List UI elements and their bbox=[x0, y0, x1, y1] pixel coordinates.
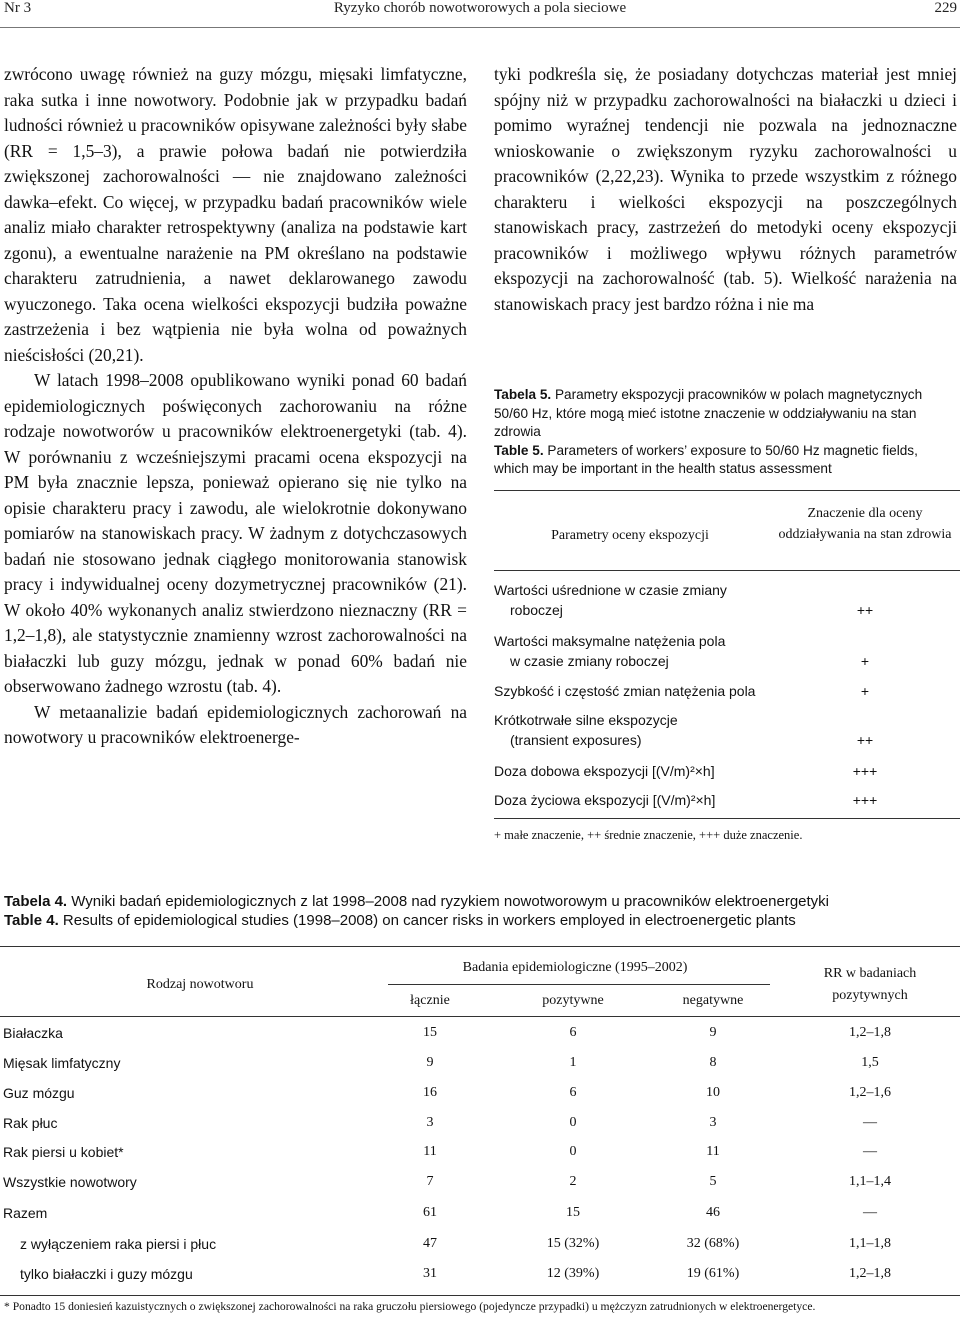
table4-col-group: Badania epidemiologiczne (1995–2002) bbox=[462, 960, 688, 975]
table5-param: Doza dobowa ekspozycji [(V/m)²×h] bbox=[494, 763, 715, 779]
table5-caption-en-label: Table 5. bbox=[494, 442, 544, 458]
table5-param: Wartości uśrednione w czasie zmiany bbox=[494, 582, 727, 598]
running-header bbox=[0, 0, 960, 22]
table4-cell-type: Rak piersi u kobiet* bbox=[3, 1144, 124, 1160]
table4-header-rule bbox=[0, 1016, 960, 1017]
table4-col-total: łącznie bbox=[410, 993, 450, 1008]
table4-caption-pl-text: Wyniki badań epidemiologicznych z lat 1998–2008 nad ryzykiem nowotworowym u pracowników elektroenergetyki bbox=[71, 893, 830, 910]
table5-param-continued: (transient exposures) bbox=[510, 732, 642, 748]
table4-cell-negative: 11 bbox=[706, 1144, 720, 1159]
table4-caption-en bbox=[4, 911, 956, 930]
table5-caption-pl-text: Parametry ekspozycji pracowników w polach magnetycznych 50/60 Hz, które mogą mieć istotne znaczenie w oddziaływaniu na stan zdrowia bbox=[494, 387, 923, 440]
table5-param: Krótkotrwałe silne ekspozycje bbox=[494, 712, 678, 728]
table4-cell-negative: 32 (68%) bbox=[686, 1236, 740, 1251]
table5-col-param: Parametry oceny ekspozycji bbox=[551, 528, 709, 543]
table4-cell-type: tylko białaczki i guzy mózgu bbox=[20, 1266, 193, 1282]
table4-caption bbox=[4, 892, 956, 930]
table5-significance: ++ bbox=[856, 732, 874, 748]
table4-cell-total: 16 bbox=[423, 1085, 437, 1100]
table4-cell-rr: 1,2–1,8 bbox=[849, 1266, 891, 1281]
table4-cell-total: 15 bbox=[423, 1025, 437, 1040]
table5-param-continued: roboczej bbox=[510, 602, 563, 618]
table5-caption-pl bbox=[494, 386, 956, 442]
table4-cell-type: Białaczka bbox=[3, 1025, 63, 1041]
table4-cell-type: z wyłączeniem raka piersi i płuc bbox=[20, 1236, 217, 1252]
body-column-right bbox=[494, 62, 957, 317]
table4-footnote: * Ponadto 15 doniesień kazuistycznych o zwiększonej zachorowalności na raka gruczołu piersiowego (pojedyncze przypadki) u mężczyzn zatrudnionych w elektroenergetyce. bbox=[4, 1300, 816, 1313]
table5-significance: + bbox=[860, 653, 870, 669]
table5-caption-en bbox=[494, 442, 956, 479]
table5-significance: +++ bbox=[852, 792, 878, 808]
table5-col-significance: Znaczenie dla oceny oddziaływania na stan zdrowia bbox=[778, 506, 952, 542]
page-number: 229 bbox=[934, 0, 957, 16]
table4-cell-positive: 2 bbox=[569, 1174, 577, 1189]
table4-cell-rr: 1,5 bbox=[861, 1055, 879, 1070]
table4-cell-positive: 0 bbox=[569, 1144, 577, 1159]
table4-cell-total: 11 bbox=[423, 1144, 437, 1159]
table5-significance: +++ bbox=[852, 763, 878, 779]
table4-group-rule bbox=[388, 984, 770, 985]
table5-param: Szybkość i częstość zmian natężenia pola bbox=[494, 683, 756, 699]
table4-cell-negative: 10 bbox=[706, 1085, 720, 1100]
table5-caption-pl-label: Tabela 5. bbox=[494, 387, 552, 402]
table4-cell-positive: 6 bbox=[569, 1025, 577, 1040]
table4-cell-positive: 12 (39%) bbox=[546, 1266, 600, 1281]
table5-param: Doza życiowa ekspozycji [(V/m)²×h] bbox=[494, 792, 716, 808]
table4-cell-type: Wszystkie nowotwory bbox=[3, 1174, 137, 1190]
table4-cell-positive: 15 bbox=[566, 1205, 580, 1220]
table4-col-type: Rodzaj nowotworu bbox=[146, 977, 254, 992]
table4-cell-type: Rak płuc bbox=[3, 1115, 58, 1131]
table4-cell-rr: — bbox=[863, 1144, 877, 1159]
table5-caption bbox=[494, 386, 956, 479]
table4-col-positive: pozytywne bbox=[542, 993, 604, 1008]
table4-cell-negative: 46 bbox=[706, 1205, 720, 1220]
table5-param-continued: w czasie zmiany roboczej bbox=[510, 653, 669, 669]
table4-cell-positive: 15 (32%) bbox=[546, 1236, 600, 1251]
table4-cell-rr: 1,1–1,8 bbox=[849, 1236, 891, 1251]
table4-cell-positive: 6 bbox=[569, 1085, 577, 1100]
table4-col-negative: negatywne bbox=[682, 993, 744, 1008]
table4-caption-en-label: Table 4. bbox=[4, 912, 59, 929]
table4-cell-rr: 1,1–1,4 bbox=[849, 1174, 891, 1189]
table4-cell-total: 7 bbox=[426, 1174, 434, 1189]
table4-cell-total: 31 bbox=[423, 1266, 437, 1281]
body-column-left bbox=[4, 62, 467, 751]
table4-cell-rr: 1,2–1,8 bbox=[849, 1025, 891, 1040]
table4-top-rule bbox=[0, 946, 960, 947]
table4-cell-total: 47 bbox=[423, 1236, 437, 1251]
table4-caption-pl-label: Tabela 4. bbox=[4, 893, 68, 910]
table4-caption-pl bbox=[4, 892, 956, 911]
table5-caption-en-text: Parameters of workers’ exposure to 50/60 Hz magnetic fields, which may be important in the health status assessment bbox=[494, 442, 918, 477]
body-paragraph: zwrócono uwagę również na guzy mózgu, mięsaki limfatyczne, raka sutka i inne nowotwory. Podobnie jak w przypadku badań ludności również u pracowników opisywane zależności były słabe (RR = 1,5–3), a prawie połowa badań nie potwierdziła zwiększonej zachorowalności — nie znajdowano zależności dawka–efekt. Co więcej, w przypadku badań pracowników wiele analiz miało charakter retrospektywny (analiza na podstawie kart zgonu), a ewentualne narażenie na PM określano na podstawie charakteru zatrudnienia, a nawet deklarowanego zawodu wyuczonego. Taka ocena wielkości ekspozycji budziła poważne zastrzeżenia i bez wątpienia nie była wolna od poważnych nieścisłości (20,21). bbox=[4, 64, 467, 365]
table4-cell-type: Razem bbox=[3, 1205, 48, 1221]
table4-cell-rr: — bbox=[863, 1115, 877, 1130]
table4-cell-total: 61 bbox=[423, 1205, 437, 1220]
table4-bottom-rule bbox=[0, 1295, 960, 1296]
table5-param: Wartości maksymalne natężenia pola bbox=[494, 633, 726, 649]
table4-cell-rr: — bbox=[863, 1205, 877, 1220]
table4-cell-total: 9 bbox=[426, 1055, 434, 1070]
body-paragraph: W metaanalizie badań epidemiologicznych zachorowań na nowotwory u pracowników elektroenerge- bbox=[4, 701, 467, 747]
table4-col-rr: RR w badaniach pozytywnych bbox=[823, 966, 917, 1003]
table5-bottom-rule bbox=[494, 818, 960, 819]
table5-top-rule bbox=[494, 490, 960, 491]
table4-cell-negative: 9 bbox=[709, 1025, 717, 1040]
table4-cell-total: 3 bbox=[426, 1115, 434, 1130]
body-paragraph: tyki podkreśla się, że posiadany dotychczas materiał jest mniej spójny niż w przypadku zachorowalności na białaczki u dzieci i pomimo wyraźnej tendencji nie pozwala na jednoznaczne wnioskowanie o zwiększonym ryzyku zachorowalności u pracowników (2,22,23). Wynika to przede wszystkim z różnego charakteru i wielkości ekspozycji na poszczególnych stanowiskach pracy, zastrzeżeń do metodyki oceny ekspozycji pracowników i możliwego wpływu różnych parametrów ekspozycji na zachorowalność (tab. 5). Wielkość narażenia na stanowiskach pracy jest bardzo różna i nie ma bbox=[494, 64, 957, 314]
issue-number: Nr 3 bbox=[4, 0, 32, 16]
table4-cell-negative: 8 bbox=[709, 1055, 717, 1070]
table4-cell-type: Guz mózgu bbox=[3, 1085, 75, 1101]
table5-significance: + bbox=[860, 683, 870, 699]
table4-cell-rr: 1,2–1,6 bbox=[849, 1085, 891, 1100]
table4-caption-en-text: Results of epidemiological studies (1998–2008) on cancer risks in workers employed in electroenergetic plants bbox=[62, 912, 796, 929]
header-rule bbox=[0, 27, 960, 28]
table5-significance: ++ bbox=[856, 602, 874, 618]
table4-cell-negative: 5 bbox=[709, 1174, 717, 1189]
table4-cell-positive: 1 bbox=[569, 1055, 577, 1070]
body-paragraph: W latach 1998–2008 opublikowano wyniki ponad 60 badań epidemiologicznych poświęconych zachorowaniu na różne rodzaje nowotworów u pracowników elektroenergetyki (tab. 4). W porównaniu z wcześniejszymi pracami ocena ekspozycji na PM była znacznie lepsza, ponieważ opierano się nie tylko na opisie charakteru pracy i zawodu, ale wielokrotnie dokonywano pomiarów na stanowiskach pracy. W żadnym z dotychczasowych badań nie stosowano jednak ciągłego monitorowania stanowisk pracy i indywidualnej oceny dozymetrycznej pracowników (21). W około 40% wykonanych analiz stwierdzono nieznaczny (RR = 1,2–1,8), ale statystycznie znamienny wzrost zachorowalności na białaczki lub guzy mózgu, jednak w ponad 60% badań nie obserwowano żadnego wzrostu (tab. 4). bbox=[4, 370, 467, 696]
table4-cell-negative: 3 bbox=[709, 1115, 717, 1130]
table4-cell-positive: 0 bbox=[569, 1115, 577, 1130]
running-title: Ryzyko chorób nowotworowych a pola sieciowe bbox=[333, 0, 627, 16]
table5-header-rule bbox=[494, 570, 960, 571]
table5-legend: + małe znaczenie, ++ średnie znaczenie, +++ duże znaczenie. bbox=[494, 828, 803, 842]
table4-cell-type: Mięsak limfatyczny bbox=[3, 1055, 121, 1071]
table4-cell-negative: 19 (61%) bbox=[686, 1266, 740, 1281]
